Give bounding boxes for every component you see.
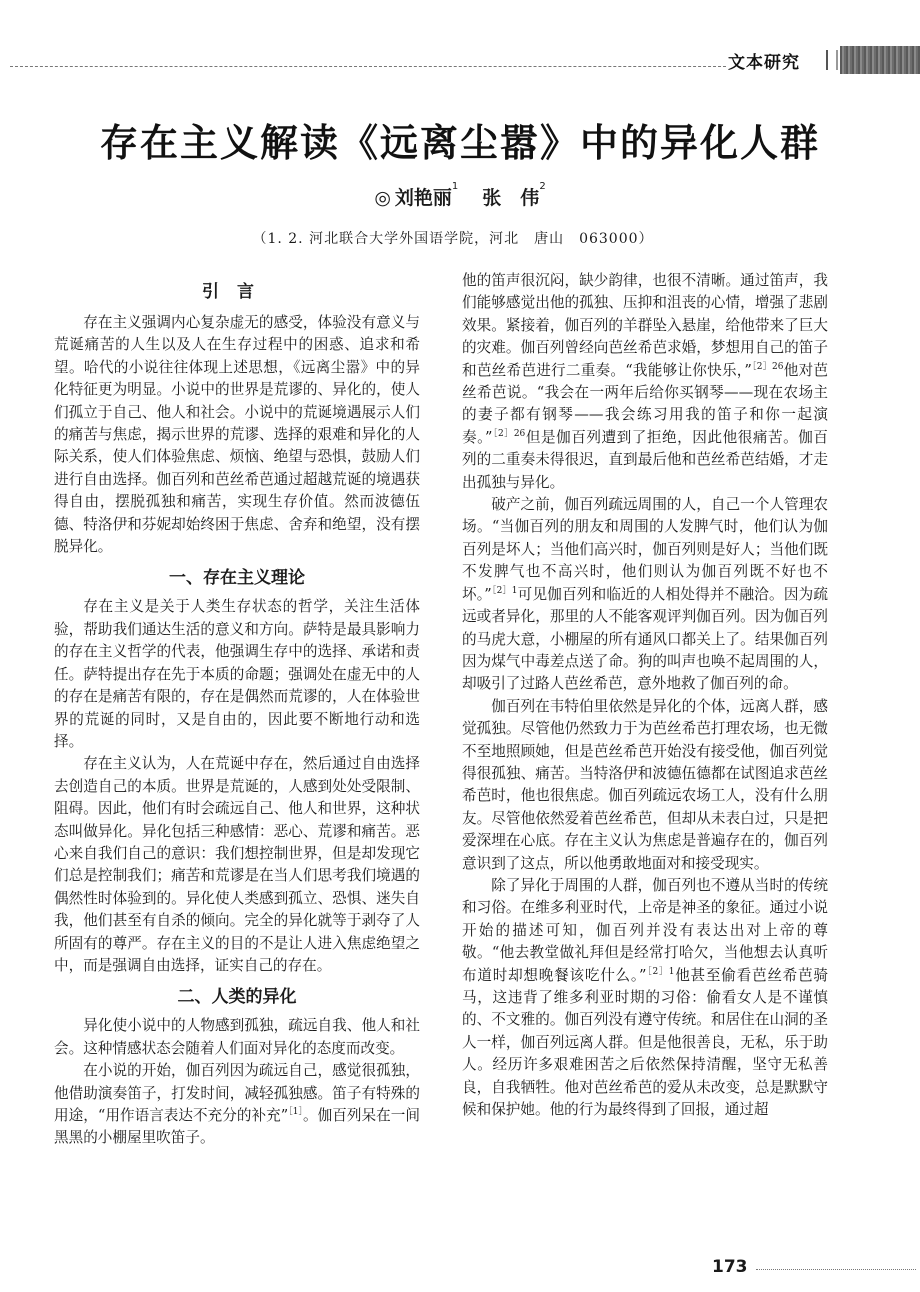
author-1-sup: 1 xyxy=(451,181,459,192)
article-title: 存在主义解读《远离尘嚣》中的异化人群 xyxy=(99,120,820,165)
left-column xyxy=(54,270,420,1150)
affiliation: （1. 2. 河北联合大学外国语学院，河北 唐山 063000） xyxy=(252,231,654,247)
p4-text-b: 他甚至偷看芭丝希芭骑马，这违背了维多利亚时期的习俗：偷看女人是不谨慎的、不文雅的。伽百列没有遵守传统。和居住在山洞的圣人一样，伽百列远离人群。但是他很善良，无私，乐于助人。经历许多艰难困苦之后依然保持清醒，坚守无私善良，自我牺牲。他对芭丝希芭的爱从未改变，总是默默守候和保护她。他的行为最终得到了回报，通过超 xyxy=(462,966,828,1119)
p2-text-a: 破产之前，伽百列疏远周围的人，自己一个人管理农场。“当伽百列的朋友和周围的人发脾气时，他们认为伽百列是坏人；当他们高兴时，伽百列则是好人；当他们既不发脾气也不高兴时，他们则认为伽百列既不好也不坏。” xyxy=(462,496,828,603)
header-block-decoration xyxy=(840,46,920,74)
citation-ref: ［1］ xyxy=(288,1107,304,1118)
section-label: 文本研究 xyxy=(728,53,800,73)
author-2: 张 伟 xyxy=(482,187,540,209)
page-number: 173 xyxy=(712,1257,748,1277)
section-2-paragraph-2 xyxy=(54,1060,420,1150)
author-1: 刘艳丽 xyxy=(394,187,452,209)
right-paragraph-4 xyxy=(462,875,828,1121)
right-paragraph-2 xyxy=(462,494,828,696)
section-1-heading: 一、存在主义理论 xyxy=(169,568,305,589)
footer-rule xyxy=(756,1269,916,1270)
citation-ref: ［2］26 xyxy=(492,428,526,439)
header-bars-decoration xyxy=(826,50,838,70)
header-rule xyxy=(10,66,726,67)
citation-ref: ［2］1 xyxy=(646,966,675,977)
section-1-paragraph-1: 存在主义是关于人类生存状态的哲学，关注生活体验，帮助我们通达生活的意义和方向。萨特是最具影响力的存在主义哲学的代表，他强调生存中的选择、承诺和责任。萨特提出存在先于本质的命题；强调处在虚无中的人的存在是痛苦有限的，存在是偶然而荒谬的，人在体验世界的荒诞的同时，又是自由的，因此要不断地行动和选择。 xyxy=(54,598,420,750)
p4-text-a: 除了异化于周围的人群，伽百列也不遵从当时的传统和习俗。在维多利亚时代，上帝是神圣的象征。通过小说开始的描述可知，伽百列并没有表达出对上帝的尊敬。“他去教堂做礼拜但是经常打哈欠，当他想去认真听布道时却想晚餐该吃什么。” xyxy=(462,876,828,984)
section-2-heading: 二、人类的异化 xyxy=(177,987,297,1008)
author-2-sup: 2 xyxy=(539,181,546,192)
cont-text-b: 他对芭丝希芭说。“我会在一两年后给你买钢琴——现在农场主的妻子都有钢琴——我会练习用我的笛子和你一起演奏。” xyxy=(462,361,829,446)
citation-ref: ［2］1 xyxy=(491,585,518,596)
section-1-paragraph-2: 存在主义认为，人在荒诞中存在，然后通过自由选择去创造自己的本质。世界是荒诞的，人感到处处受限制、阻碍。因此，他们有时会疏远自己、他人和世界，这种状态叫做异化。异化包括三种感情：恶心、荒谬和痛苦。恶心来自我们自己的意识：我们想控制世界，但是却发现它们总是控制我们；痛苦和荒谬是在当人们思考我们境遇的偶然性时体验到的。异化使人类感到孤立、恐惧、迷失自我，他们甚至有自杀的倾向。完全的异化就等于剥夺了人所固有的尊严。存在主义的目的不是让人进入焦虑绝望之中，而是强调自由选择，证实自己的存在。 xyxy=(54,755,420,974)
cont-text-a: 他的笛声很沉闷，缺少韵律，也很不清晰。通过笛声，我们能够感觉出他的孤独、压抑和沮丧的心情，增强了悲剧效果。紧接着，伽百列的羊群坠入悬崖，给他带来了巨大的灾难。伽百列曾经向芭丝希芭求婚，梦想用自己的笛子和芭丝希芭进行二重奏。“我能够让你快乐，” xyxy=(462,272,828,379)
s2-p2-text-b: 。伽百列呆在一间黑黑的小棚屋里吹笛子。 xyxy=(54,1107,420,1147)
section-2-paragraph-1: 异化使小说中的人物感到孤独，疏远自我、他人和社会。这种情感状态会随着人们面对异化的态度而改变。 xyxy=(54,1017,420,1057)
cont-text-c: 但是伽百列遭到了拒绝，因此他很痛苦。伽百列的二重奏未得很迟，直到最后他和芭丝希芭结婚，才走出孤独与异化。 xyxy=(462,428,828,491)
right-paragraph-3: 伽百列在韦特伯里依然是异化的个体，远离人群，感觉孤独。尽管他仍然致力于为芭丝希芭打理农场，也无微不至地照顾她，但是芭丝希芭开始没有接受他，伽百列觉得很孤独、痛苦。当特洛伊和波德伍德都在试图追求芭丝希芭时，他也很焦虑。伽百列疏远农场工人，没有什么朋友。尽管他依然爱着芭丝希芭，但却从未表白过，只是把爱深埋在心底。存在主义认为焦虑是普遍存在的，伽百列意识到了这点，所以他勇敢地面对和接受现实。 xyxy=(462,697,828,872)
author-mark: ◎ xyxy=(374,187,391,209)
intro-paragraph: 存在主义强调内心复杂虚无的感受，体验没有意义与荒诞痛苦的人生以及人在生存过程中的困惑、追求和希望。哈代的小说往往体现上述思想，《远离尘嚣》中的异化特征更为明显。小说中的世界是荒谬的、异化的，使人们孤立于自己、他人和社会。小说中的荒诞境遇展示人们的痛苦与焦虑，揭示世界的荒谬、选择的艰难和异化的人际关系，使人们体验焦虑、烦恼、绝望与恐惧，鼓励人们进行自由选择。伽百列和芭丝希芭通过超越荒诞的境遇获得自由，摆脱孤独和痛苦，实现生存价值。然而波德伍德、特洛伊和芬妮却始终困于焦虑、舍弃和绝望，没有摆脱异化。 xyxy=(54,314,420,556)
right-column xyxy=(462,270,828,1121)
s2-p2-text-a: 在小说的开始，伽百列因为疏远自己，感觉很孤独，他借助演奏笛子，打发时间，减轻孤独感。笛子有特殊的用途，“用作语言表达不充分的补充” xyxy=(54,1062,420,1124)
continued-paragraph xyxy=(462,270,828,494)
author-line xyxy=(0,183,920,210)
p2-text-b: 可见伽百列和临近的人相处得并不融洽。因为疏远或者异化，那里的人不能客观评判伽百列。因为伽百列的马虎大意，小棚屋的所有通风口都关上了。结果伽百列因为煤气中毒差点送了命。狗的叫声也唤不起周围的人，却吸引了过路人芭丝希芭，意外地救了伽百列的命。 xyxy=(462,585,828,693)
citation-ref: ［2］26 xyxy=(751,361,784,372)
intro-heading: 引言 xyxy=(202,282,272,302)
